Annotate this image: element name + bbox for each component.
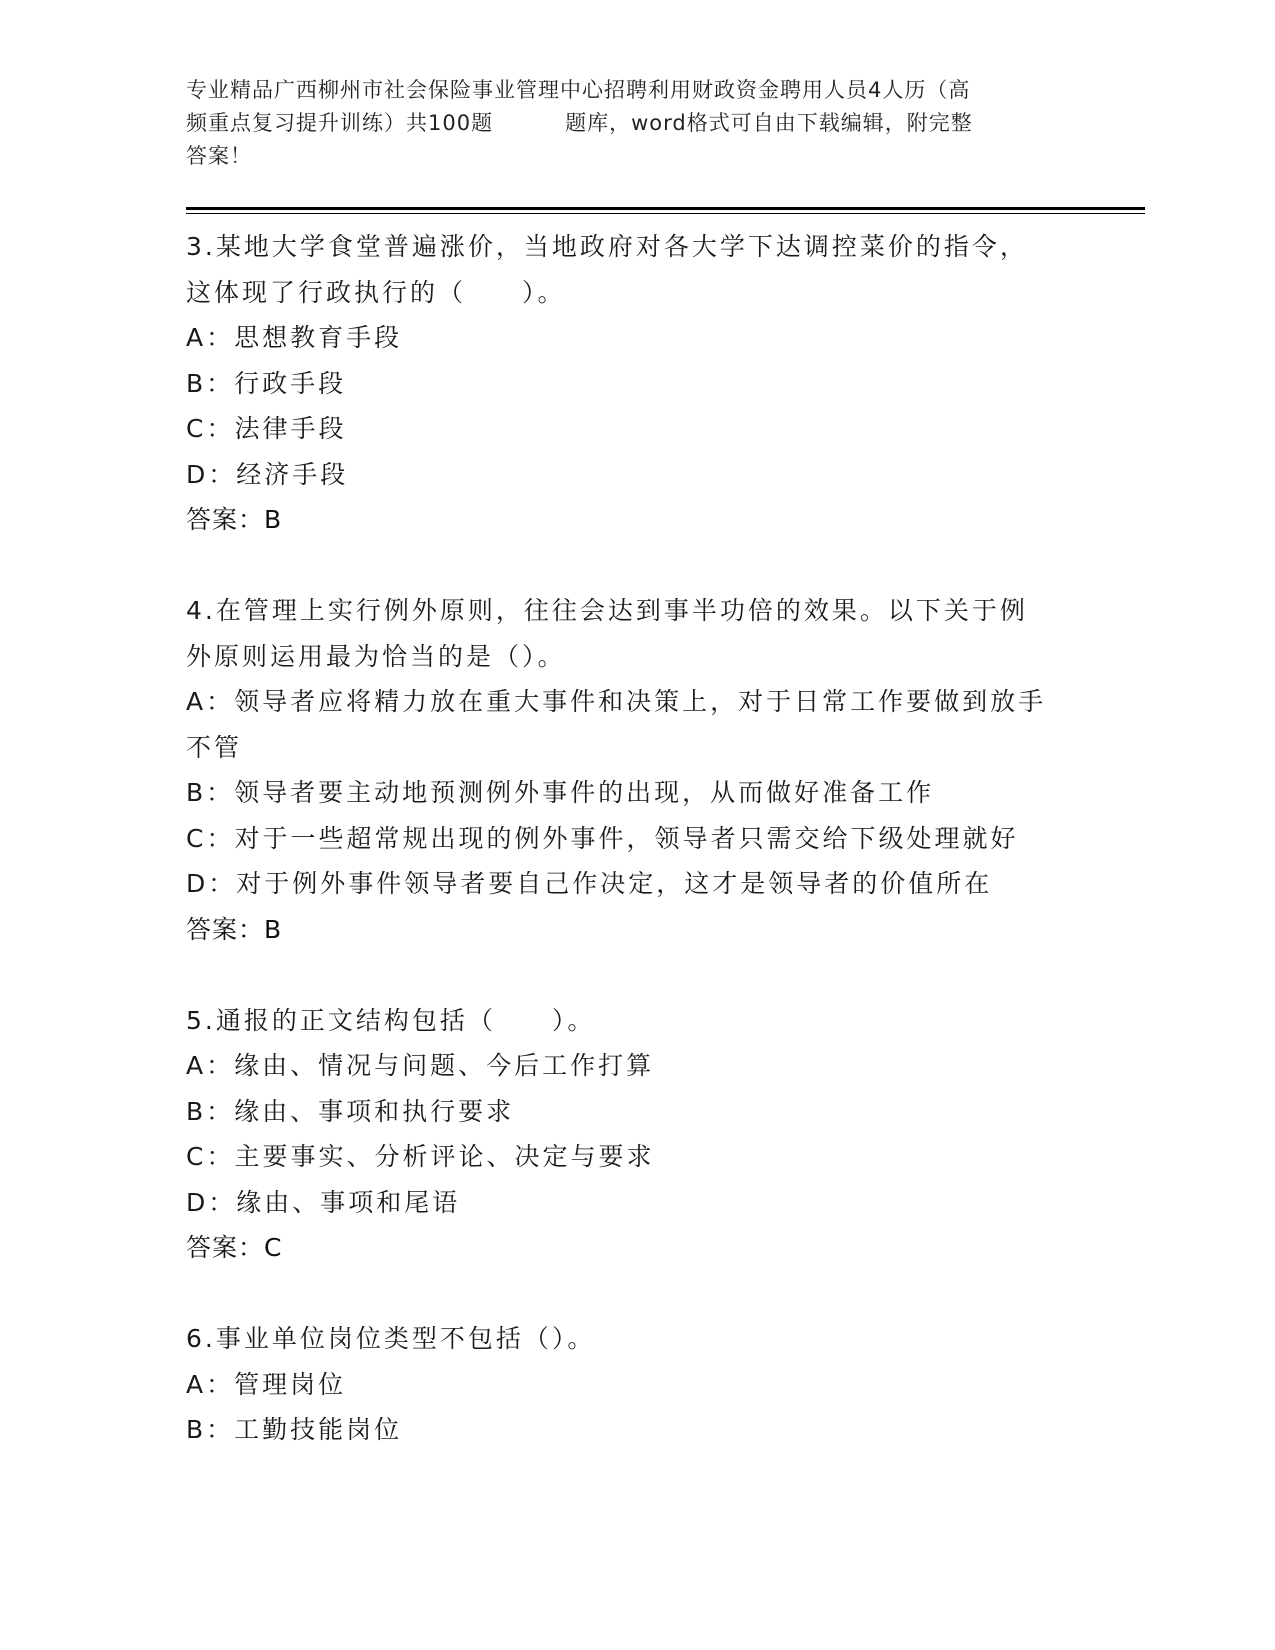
question-3 (186, 224, 1086, 543)
answer-text: 答案：B (186, 505, 283, 534)
question-5 (186, 998, 1086, 1271)
question-text-line: 5.通报的正文结构包括（ ）。 (186, 1005, 596, 1035)
option-a: A：思想教育手段 (186, 323, 403, 352)
header-rule-thin (186, 213, 1145, 214)
header-line-1: 专业精品广西柳州市社会保险事业管理中心招聘利用财政资金聘用人员4人历（高 (186, 78, 971, 102)
option-d: D：经济手段 (186, 459, 349, 489)
question-text-line: 3.某地大学食堂普遍涨价，当地政府对各大学下达调控菜价的指令， (186, 232, 1028, 261)
question-text-line: 4.在管理上实行例外原则，往往会达到事半功倍的效果。以下关于例 (186, 596, 1028, 625)
option-c: C：主要事实、分析评论、决定与要求 (186, 1142, 655, 1171)
option-a: A：缘由、情况与问题、今后工作打算 (186, 1051, 655, 1080)
question-text-line: 6.事业单位岗位类型不包括（）。 (186, 1324, 596, 1353)
option-c: C：法律手段 (186, 414, 347, 443)
header-rule-thick (186, 207, 1145, 210)
option-b: B：行政手段 (186, 368, 347, 398)
option-b: B：领导者要主动地预测例外事件的出现，从而做好准备工作 (186, 778, 935, 807)
question-6 (186, 1316, 1086, 1453)
question-text-line: 外原则运用最为恰当的是（）。 (186, 641, 566, 671)
answer-text: 答案：B (186, 914, 283, 944)
option-b: B：缘由、事项和执行要求 (186, 1096, 515, 1126)
question-4 (186, 588, 1086, 952)
question-list (186, 224, 1086, 1453)
document-header (186, 74, 1086, 173)
option-d: D：对于例外事件领导者要自己作决定，这才是领导者的价值所在 (186, 869, 993, 898)
option-a-continued: 不管 (186, 732, 243, 762)
header-line-3: 答案！ (186, 144, 252, 168)
option-a: A：管理岗位 (186, 1369, 347, 1399)
option-d: D：缘由、事项和尾语 (186, 1187, 461, 1217)
header-line-2 (186, 107, 1086, 140)
option-c: C：对于一些超常规出现的例外事件，领导者只需交给下级处理就好 (186, 823, 1019, 853)
option-a: A：领导者应将精力放在重大事件和决策上，对于日常工作要做到放手 (186, 687, 1047, 716)
answer-text: 答案：C (186, 1233, 283, 1262)
question-text-line: 这体现了行政执行的（ ）。 (186, 277, 566, 307)
header-line-2-part-2: 题库，word格式可自由下载编辑，附完整 (565, 111, 973, 135)
option-b: B：工勤技能岗位 (186, 1415, 403, 1444)
header-line-2-part-1: 频重点复习提升训练）共100题 (186, 111, 494, 135)
